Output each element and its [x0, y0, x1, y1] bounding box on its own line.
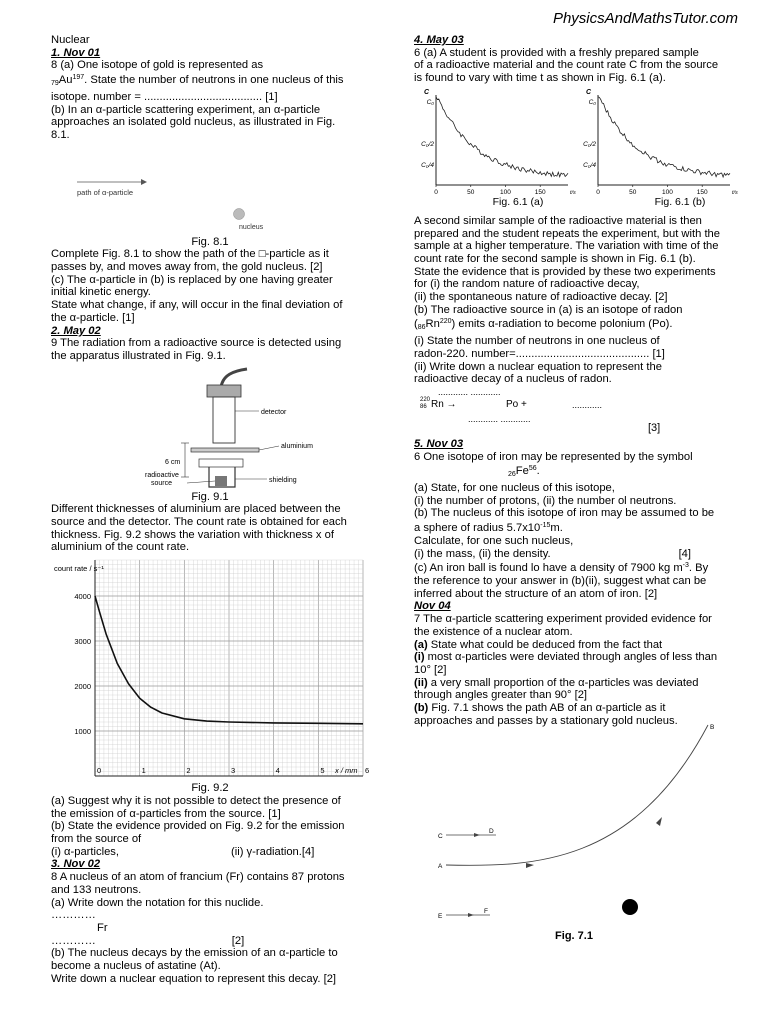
q4-radon-line: [414, 316, 736, 335]
q2-heading: 2. May 02: [51, 324, 101, 337]
brand-header: PhysicsAndMathsTutor.com: [552, 10, 738, 27]
q4-text: prepared and the student repeats the experiment, but with the: [414, 227, 720, 240]
q1-text: (c) The α-particle in (b) is replaced by one having greater: [51, 273, 333, 286]
q1-heading: 1. Nov 01: [51, 46, 101, 59]
q5-text: inferred about the structure of an atom of iron. [2]: [414, 587, 658, 600]
part-label: (ii): [414, 676, 428, 689]
iron-atomic-number: 26: [508, 471, 516, 479]
q5-text: (i) the mass, (ii) the density.: [414, 547, 551, 560]
q2-parts-line: [51, 846, 369, 859]
q6-text: approaches and passes by a stationary gold nucleus.: [414, 714, 678, 727]
q4-text: radioactive decay of a nucleus of radon.: [414, 373, 612, 386]
q5-text: (i) the number of protons, (ii) the number ol neutrons.: [414, 494, 677, 507]
q6-part-ii: [414, 677, 736, 690]
q6-part-b: [414, 702, 736, 715]
q2-text: the emission of α-particles from the source. [1]: [51, 807, 281, 820]
x-tick-label: 2: [186, 766, 191, 776]
q6-text: Fig. 7.1 shows the path AB of an α-particle as it: [428, 702, 666, 715]
decay-y-tick-label: C₀/2: [421, 140, 434, 148]
q2-text: the apparatus illustrated in Fig. 9.1.: [51, 349, 226, 362]
q1-text: 8 (a) One isotope of gold is represented as: [51, 59, 264, 72]
q5-marks: [4]: [678, 547, 692, 560]
decay-x-tick-label: 0: [434, 188, 438, 196]
point-D-label: D: [489, 828, 494, 836]
decay-y-label: C: [424, 88, 430, 96]
detector-tube: [213, 397, 235, 443]
detector-cap: [207, 385, 241, 397]
q5-text: (c) An iron ball is found lo have a density of 7900 kg m: [414, 562, 683, 575]
fig-8-1-caption: Fig. 8.1: [191, 235, 229, 248]
q2-text: thickness. Fig. 9.2 shows the variation with thickness x of: [51, 528, 334, 541]
q5-text: m.: [550, 522, 563, 535]
q5-mass-density-line: [414, 548, 736, 561]
x-tick-label: 5: [320, 766, 325, 776]
q3-text: and 133 neutrons.: [51, 883, 142, 896]
q3-text: 8 A nucleus of an atom of francium (Fr) contains 87 protons: [51, 871, 345, 884]
q2-text: (b) State the evidence provided on Fig. 9.2 for the emission: [51, 820, 345, 833]
paren: (: [414, 318, 418, 331]
fig-9-1-apparatus: [51, 363, 369, 491]
fig-8-1-diagram: [51, 142, 369, 236]
q6-part-a: [414, 639, 736, 652]
q1-text: . State the number of neutrons in one nucleus of this: [84, 74, 344, 87]
q3-text: (b) The nucleus decays by the emission of an α-particle to: [51, 947, 338, 960]
q1-text: passes by, and moves away from, the gold nucleus. [2]: [51, 261, 323, 274]
decay-x-tick-label: 150: [696, 188, 708, 196]
gold-mass-number: 197: [72, 74, 85, 82]
q6-text: most α-particles were deviated through angles of less than: [424, 651, 718, 664]
fig-6-1-graphs: [414, 85, 736, 215]
decay-curve: [598, 97, 730, 177]
eq-atomic-number: 86: [420, 403, 427, 410]
q5-text: a sphere of radius 5.7x10: [414, 522, 541, 535]
iron-symbol-line: [414, 463, 736, 482]
q1-text: initial kinetic energy.: [51, 286, 151, 299]
q3-blank-line: [51, 935, 369, 948]
gold-symbol: Au: [58, 74, 73, 87]
alpha-path-AB: [446, 725, 708, 865]
decay-y-tick-label: C₀/2: [583, 140, 596, 148]
q3-marks: [2]: [231, 934, 245, 947]
decay-y-tick-label: C₀/4: [421, 161, 434, 169]
q4-text: 6 (a) A student is provided with a freshly prepared sample: [414, 46, 699, 59]
exponent: -3: [682, 562, 689, 570]
q1-text: State what change, if any, will occur in the final deviation of: [51, 299, 343, 312]
q4-heading: 4. May 03: [414, 34, 464, 46]
q4-text: (ii) the spontaneous nature of radioactive decay. [2]: [414, 291, 668, 304]
q6-text: State what could be deduced from the fact that: [427, 638, 663, 651]
q4-text: ) emits α-radiation to become polonium (Po).: [451, 318, 673, 331]
left-column: [51, 34, 369, 985]
francium-symbol: Fr: [97, 921, 108, 934]
q1-text: the α-particle. [1]: [51, 311, 135, 324]
decay-y-tick-label: C₀/4: [583, 161, 596, 169]
radon-atomic-number: 86: [417, 324, 426, 332]
decay-x-tick-label: 0: [596, 188, 600, 196]
eq-blank: ............: [572, 399, 603, 410]
decay-y-tick-label: C₀: [426, 98, 434, 106]
q3-heading: 3. Nov 02: [51, 858, 101, 871]
fig-9-2-graph: [51, 554, 369, 782]
y-tick-label: 1000: [74, 727, 91, 737]
decay-y-label: C: [586, 88, 592, 96]
nucleus-label: nucleus: [239, 223, 264, 231]
x-axis-label: x / mm: [335, 766, 358, 776]
equation-blanks-top: ............ ............: [438, 386, 501, 397]
part-label: (a): [414, 638, 428, 651]
topic-title: Nuclear: [51, 34, 90, 46]
q4-text: for (i) the random nature of radioactive decay,: [414, 278, 640, 291]
fig-6-1b-caption: Fig. 6.1 (b): [654, 195, 706, 208]
q5-text: (a) State, for one nucleus of this isotope,: [414, 482, 615, 495]
q6-text: through angles greater than 90° [2]: [414, 689, 588, 702]
q4-text: (i) State the number of neutrons in one nucleus of: [414, 335, 660, 348]
q6-text: the existence of a nuclear atom.: [414, 625, 573, 638]
q2-text: (a) Suggest why it is not possible to detect the presence of: [51, 794, 341, 807]
aluminium-plate: [191, 448, 259, 452]
source-label: radioactive: [145, 471, 179, 479]
eq-marks: [3]: [648, 421, 661, 434]
decay-x-tick-label: 50: [629, 188, 637, 196]
decay-x-tick-label: 100: [500, 188, 511, 196]
radon-equation: [414, 386, 736, 438]
q1-text: 8.1.: [51, 128, 70, 141]
point-B-label: B: [710, 724, 715, 732]
radon-mass-number: 220: [439, 318, 452, 326]
q3-text: Write down a nuclear equation to represent this decay. [2]: [51, 972, 337, 985]
q1-text: Complete Fig. 8.1 to show the path of the □-particle as it: [51, 248, 329, 261]
period: .: [536, 465, 540, 478]
y-tick-label: 2000: [74, 682, 91, 692]
q2-part-i: (i) α-particles,: [51, 845, 120, 858]
point-C-label: C: [438, 833, 443, 841]
q2-part-ii: (ii) γ-radiation.[4]: [231, 845, 315, 858]
q1-text: (b) In an α-particle scattering experiment, an α-particle: [51, 103, 321, 116]
equation-blanks-bottom: ............ ............: [468, 413, 531, 424]
fig-6-1a-caption: Fig. 6.1 (a): [492, 195, 544, 208]
q3-blank: …………: [51, 934, 96, 947]
decay-x-tick-label: 100: [662, 188, 673, 196]
y-tick-label: 4000: [74, 592, 91, 602]
decay-x-label: t/s: [570, 189, 576, 196]
y-axis-label: count rate / s⁻¹: [54, 564, 104, 574]
alpha-path-arrowhead: [141, 179, 147, 185]
x-tick-label: 6: [365, 766, 370, 776]
q1-isotope-line: [51, 72, 369, 91]
q1-text: approaches an isolated gold nucleus, as illustrated in Fig.: [51, 116, 336, 129]
q4-text: State the evidence that is provided by these two experiments: [414, 265, 716, 278]
q3-text: (a) Write down the notation for this nuclide.: [51, 896, 264, 909]
decay-x-tick-label: 150: [534, 188, 546, 196]
q4-text: sample at a higher temperature. The variation with time of the: [414, 240, 719, 253]
q5-density-line: [414, 560, 736, 575]
q5-radius-line: [414, 520, 736, 535]
decay-y-tick-label: C₀: [588, 98, 596, 106]
path-arrow: [656, 817, 662, 826]
exponent: -15: [540, 522, 551, 530]
q2-text: aluminium of the count rate.: [51, 541, 190, 554]
q6-text: 10° [2]: [414, 663, 447, 676]
fig-7-1-caption: Fig. 7.1: [555, 930, 593, 943]
q5-text: the reference to your answer in (b)(ii), suggest what can be: [414, 574, 707, 587]
radon-symbol: Rn: [425, 318, 440, 331]
q6-text: a very small proportion of the α-particles was deviated: [427, 676, 699, 689]
x-tick-label: 3: [231, 766, 236, 776]
gold-nucleus-dot: [622, 899, 638, 915]
q5-heading: 5. Nov 03: [414, 437, 464, 450]
q6-text: 7 The α-particle scattering experiment provided evidence for: [414, 613, 712, 626]
q5-text: (b) The nucleus of this isotope of iron may be assumed to be: [414, 507, 715, 520]
gold-nucleus-dot: [234, 208, 245, 219]
detector-label: detector: [261, 408, 287, 416]
radioactive-source-block: [215, 476, 227, 486]
q5-text: . By: [688, 562, 709, 575]
distance-label: 6 cm: [165, 458, 181, 466]
q6-part-i: [414, 651, 736, 664]
q3-text: become a nucleus of astatine (At).: [51, 960, 221, 973]
alpha-path-label: path of α-particle: [77, 187, 134, 197]
x-tick-label: 0: [97, 766, 102, 776]
q4-text: radon-220. number=........................................... [1]: [414, 347, 665, 360]
q4-text: of a radioactive material and the count rate C from the source: [414, 59, 719, 72]
q4-text: (ii) Write down a nuclear equation to represent the: [414, 360, 662, 373]
decay-curve: [436, 97, 568, 177]
path-arrow: [526, 863, 534, 868]
q5-text: 6 One isotope of iron may be represented by the symbol: [414, 450, 693, 463]
q4-text: (b) The radioactive source in (a) is an isotope of radon: [414, 303, 683, 316]
q2-text: Different thicknesses of aluminium are placed between the: [51, 503, 341, 516]
q4-text: count rate for the second sample is shown in Fig. 6.1 (b).: [414, 252, 696, 265]
point-E-label: E: [438, 913, 443, 921]
right-column: [414, 34, 736, 975]
decay-x-tick-label: 50: [467, 188, 475, 196]
aluminium-label: aluminium: [281, 442, 313, 450]
part-label: (i): [414, 651, 425, 664]
shielding-top: [199, 459, 243, 467]
source-label: source: [151, 479, 173, 487]
y-tick-label: 3000: [74, 637, 91, 647]
part-label: (b): [414, 702, 429, 715]
x-tick-label: 1: [141, 766, 146, 776]
q5-text: Calculate, for one such nucleus,: [414, 534, 574, 547]
iron-symbol: Fe: [515, 465, 529, 478]
q3-blank: …………: [51, 909, 96, 922]
q2-text: source and the detector. The count rate is obtained for each: [51, 516, 347, 529]
gold-atomic-number: 79: [51, 80, 59, 88]
q1-text: isotope. number = ...................................... [1]: [51, 90, 278, 103]
q2-text: from the source of: [51, 832, 142, 845]
point-F-label: F: [484, 908, 488, 916]
fig-7-1-diagram: [414, 724, 736, 975]
fig-9-2-caption: Fig. 9.2: [191, 782, 229, 795]
point-A-label: A: [438, 863, 443, 871]
eq-mass-number: 220: [420, 396, 431, 403]
q2-text: 9 The radiation from a radioactive source is detected using: [51, 337, 342, 350]
decay-x-label: t/s: [732, 189, 738, 196]
eq-polonium: Po +: [506, 398, 527, 410]
q4-text: is found to vary with time t as shown in Fig. 6.1 (a).: [414, 72, 666, 85]
fig-9-1-caption: Fig. 9.1: [191, 490, 229, 503]
iron-mass-number: 56: [528, 465, 537, 473]
q4-text: A second similar sample of the radioactive material is then: [414, 214, 702, 227]
x-tick-label: 4: [275, 766, 280, 776]
q6-heading: Nov 04: [414, 600, 451, 613]
eq-radon: Rn →: [431, 398, 457, 410]
shielding-label: shielding: [269, 476, 297, 484]
detector-cable: [221, 369, 247, 387]
